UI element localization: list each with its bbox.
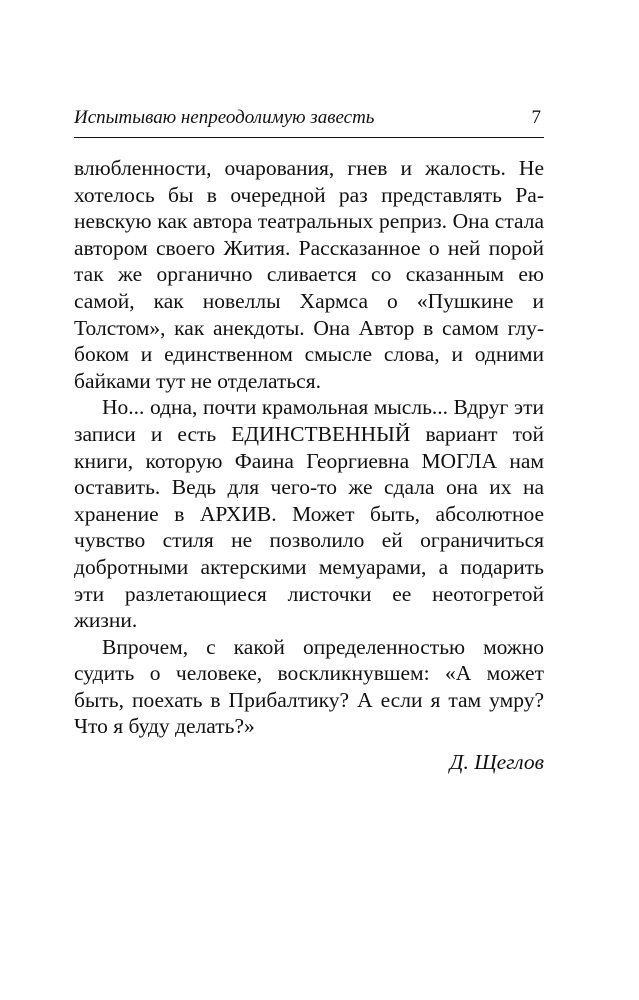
paragraph: Но... одна, почти крамольная мысль... Вдруг эти записи и есть ЕДИНСТВЕННЫЙ вариант той книги, которую Фаина Георгиевна МОГЛА нам оставить. Ведь для чего-то же сдала она их на хранение в АРХИВ. Может быть, абсолютное чувство стиля не позволило ей ограничиться добротными актерскими мемуарами, а подарить эти разлетающиеся листочки ее неотогретой жизни. [74,395,544,633]
book-page [74,104,544,776]
running-header [74,104,544,138]
paragraph: Впрочем, с какой определенностью можно судить о человеке, воскликнувшем: «А может быть, поехать в Прибалтику? А если я там умру? Что я буду делать?» [74,634,544,739]
body-text [74,155,544,740]
paragraph-continued: влюбленности, очарования, гнев и жалость. Не хотелось бы в очередной раз представлять Раневскую как автора театральных реприз. Она стала автором своего Жития. Рассказанное о ней порой так же органично сливается со сказанным ею самой, как новеллы Хармса о «Пушкине и Толстом», как анекдоты. Она Автор в самом глубоком и единственном смысле слова, и одними байками тут не отделаться. [74,156,544,393]
author-signature: Д. Щеглов [449,750,544,775]
page-number: 7 [531,107,541,128]
running-header-title: Испытываю непреодолимую завесть [74,107,375,128]
